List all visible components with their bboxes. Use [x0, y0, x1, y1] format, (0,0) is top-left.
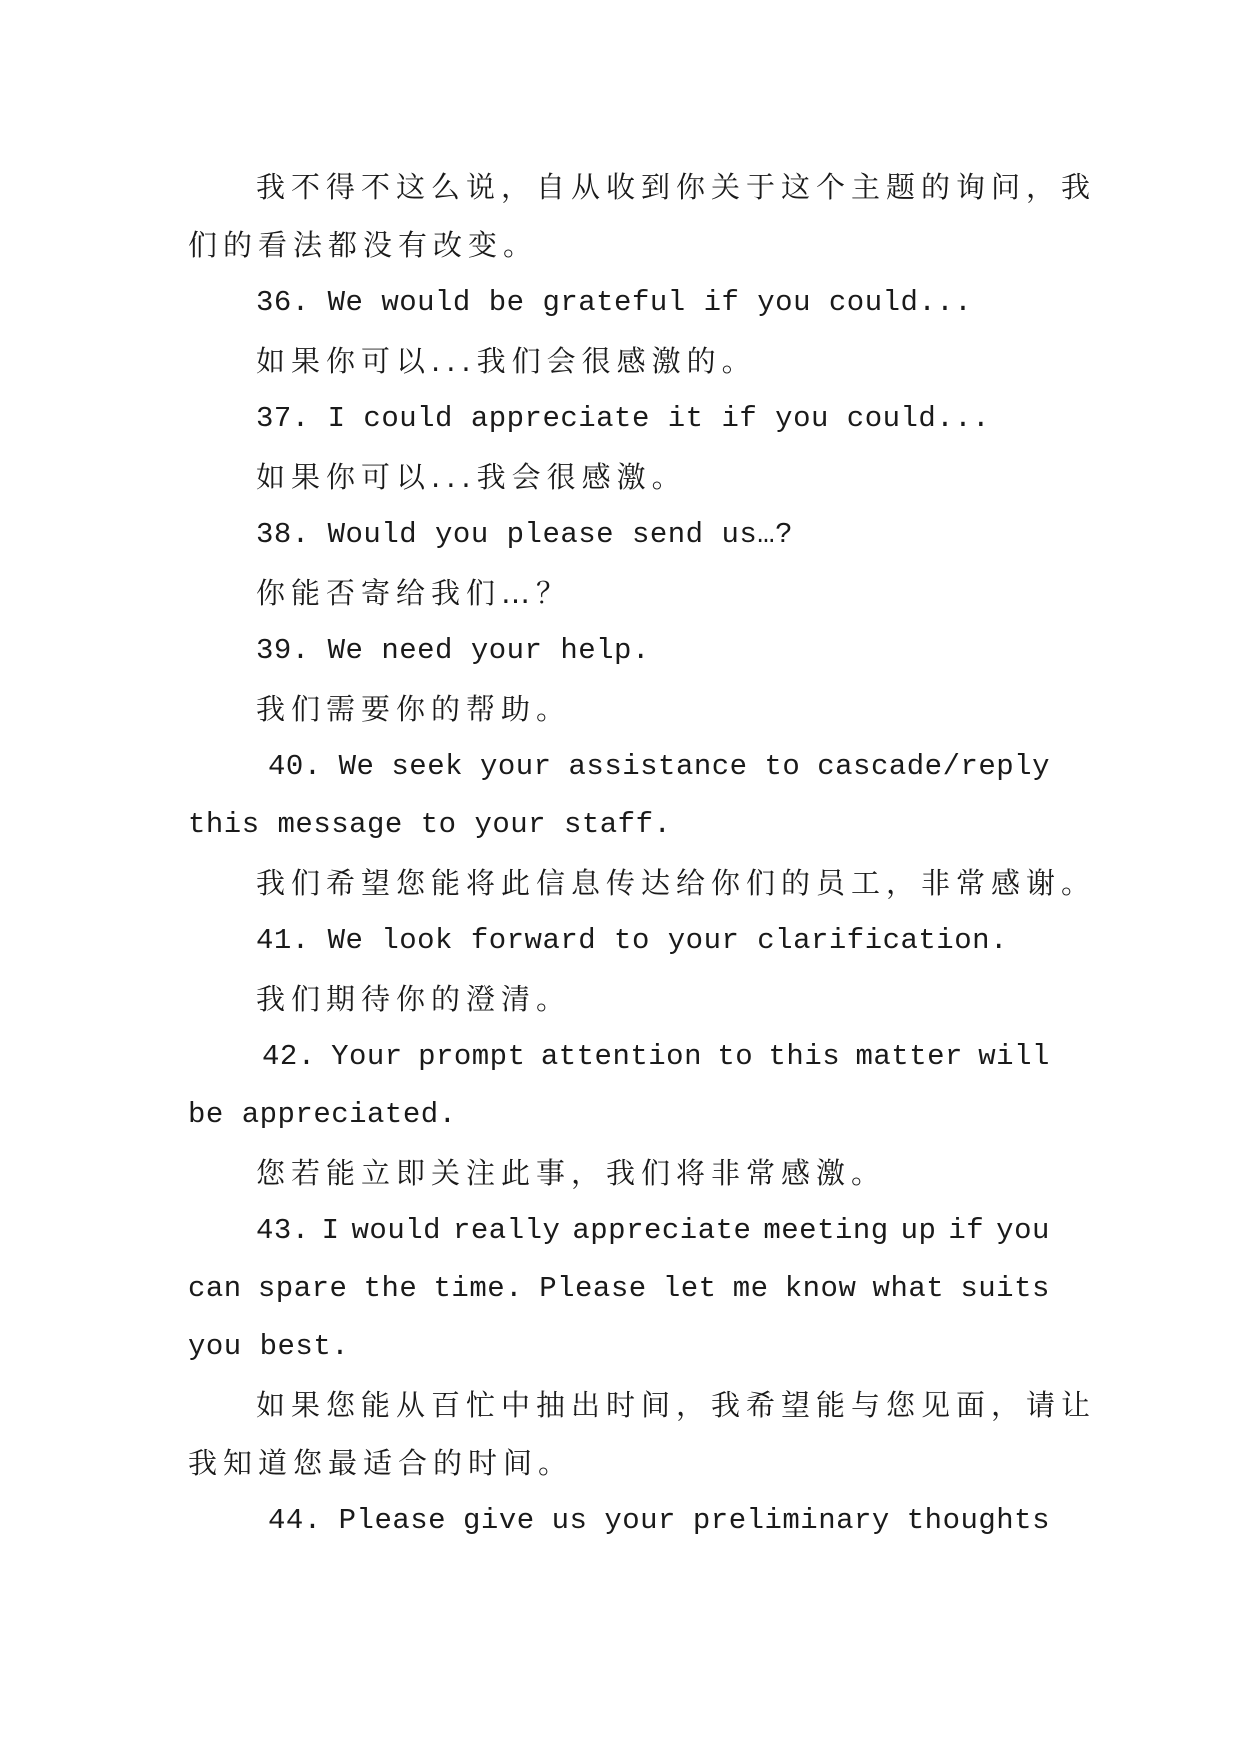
text-word: cascade/reply: [817, 750, 1050, 783]
text-line: 37. I could appreciate it if you could...: [256, 402, 991, 435]
text-word: would: [351, 1214, 442, 1247]
text-word: prompt: [418, 1040, 526, 1073]
text-line: 我知道您最适合的时间。: [188, 1446, 574, 1480]
text-line: 我们需要你的帮助。: [256, 692, 572, 726]
document-body: [188, 158, 1097, 1550]
text-word: you: [996, 1214, 1050, 1247]
text-word: this: [768, 1040, 841, 1073]
text-word: We: [338, 750, 375, 783]
text-word: 43.: [256, 1214, 310, 1247]
text-word: appreciate: [572, 1214, 752, 1247]
text-word: matter: [855, 1040, 963, 1073]
text-line: [188, 1260, 1050, 1318]
text-word: suits: [960, 1272, 1050, 1305]
text-line: [188, 1028, 1050, 1086]
text-word: if: [948, 1214, 985, 1247]
text-line: [188, 1202, 1050, 1260]
text-word: will: [978, 1040, 1050, 1073]
text-line: 如果你可以...我们会很感激的。: [256, 344, 757, 378]
text-line: 我们期待你的澄清。: [256, 982, 572, 1016]
text-word: thoughts: [906, 1504, 1050, 1537]
text-word: time.: [433, 1272, 524, 1305]
text-line: 我们希望您能将此信息传达给你们的员工，非常感谢。: [256, 866, 1097, 900]
text-word: preliminary: [692, 1504, 890, 1537]
text-line: 我不得不这么说，自从收到你关于这个主题的询问，我: [256, 170, 1097, 204]
text-word: I: [321, 1214, 340, 1247]
text-word: 44.: [268, 1504, 322, 1537]
text-line: you best.: [188, 1330, 350, 1363]
text-word: to: [717, 1040, 754, 1073]
text-line: [188, 1492, 1050, 1550]
text-line: 你能否寄给我们…？: [256, 576, 572, 610]
text-line: 如果您能从百忙中抽出时间，我希望能与您见面，请让: [256, 1388, 1097, 1422]
text-line: 如果你可以...我会很感激。: [256, 460, 687, 494]
text-line: 们的看法都没有改变。: [188, 228, 539, 262]
text-word: give: [463, 1504, 535, 1537]
text-word: your: [604, 1504, 676, 1537]
text-word: Please: [539, 1272, 647, 1305]
text-word: meeting: [763, 1214, 889, 1247]
text-line: this message to your staff.: [188, 808, 672, 841]
text-word: 42.: [262, 1040, 316, 1073]
text-line: 41. We look forward to your clarification.: [256, 924, 1008, 957]
text-word: up: [900, 1214, 937, 1247]
text-line: 36. We would be grateful if you could...: [256, 286, 973, 319]
text-line: 39. We need your help.: [256, 634, 650, 667]
text-word: let: [662, 1272, 717, 1305]
text-word: Your: [331, 1040, 403, 1073]
text-word: what: [872, 1272, 945, 1305]
text-word: spare: [257, 1272, 348, 1305]
text-word: attention: [540, 1040, 702, 1073]
text-line: [188, 738, 1050, 796]
text-word: assistance: [568, 750, 748, 783]
text-word: to: [764, 750, 801, 783]
text-word: know: [784, 1272, 857, 1305]
text-word: your: [479, 750, 552, 783]
text-word: Please: [338, 1504, 447, 1537]
text-line: be appreciated.: [188, 1098, 457, 1131]
text-line: 您若能立即关注此事，我们将非常感激。: [256, 1156, 887, 1190]
text-word: us: [551, 1504, 588, 1537]
text-line: 38. Would you please send us…?: [256, 518, 794, 551]
text-word: seek: [391, 750, 464, 783]
text-word: me: [732, 1272, 769, 1305]
text-word: the: [363, 1272, 418, 1305]
text-word: really: [453, 1214, 561, 1247]
text-word: 40.: [268, 750, 322, 783]
text-word: can: [188, 1272, 242, 1305]
